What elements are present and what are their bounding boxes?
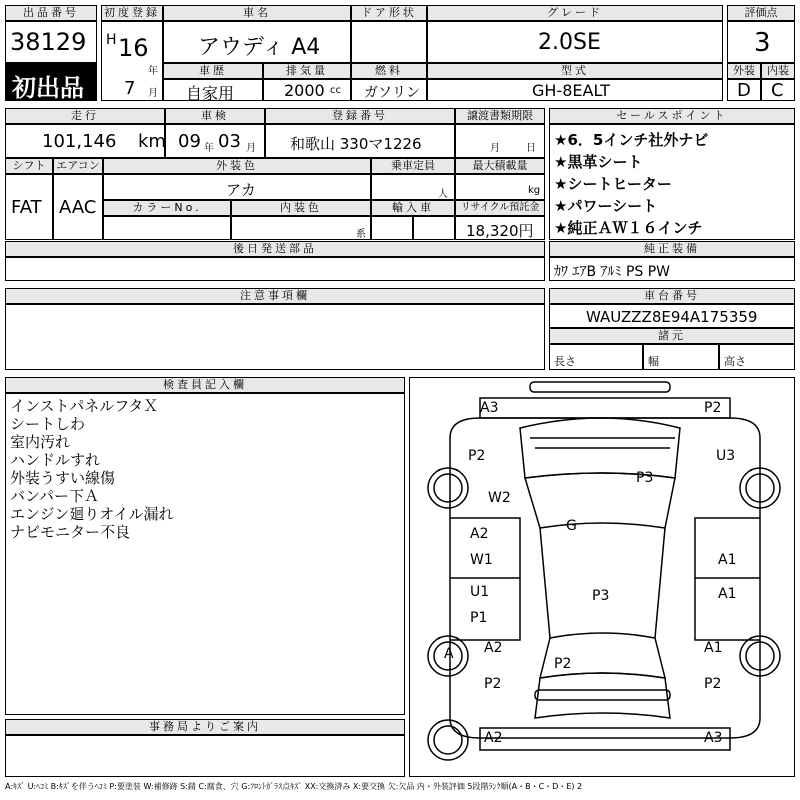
import-label: 輸入車: [371, 200, 455, 216]
inspection-year-unit: 年: [204, 143, 214, 154]
damage-diagram: [409, 377, 795, 777]
load-label: 最大積載量: [455, 158, 545, 174]
diag-label-18: P2: [554, 656, 572, 672]
transfer-label: 譲渡書類期限: [455, 108, 545, 124]
sales-points-box: [549, 124, 795, 240]
displacement-label: 排気量: [263, 63, 351, 79]
inspection-cell: [165, 124, 265, 158]
sales-points-label: セールスポイント: [549, 108, 795, 124]
color-no-label: カラーNo.: [103, 200, 231, 216]
era: H: [106, 32, 117, 48]
dims-label: 諸元: [549, 328, 795, 344]
inspector-label: 検査員記入欄: [5, 377, 405, 393]
office-label: 事務局よりご案内: [5, 719, 405, 735]
sales-point-2: ★黒革シート: [554, 153, 643, 171]
color-cell: [103, 174, 371, 200]
inspector-line-1: インストパネルフタＸ: [10, 397, 159, 415]
office-box: [5, 735, 405, 777]
ac-label: エアコン: [53, 158, 103, 174]
chassis-number: WAUZZZ8E94A175359: [586, 308, 758, 326]
exterior-grade-cell: [727, 79, 761, 101]
inspector-box: [5, 393, 405, 715]
interior-color-cell: [231, 216, 371, 240]
interior-grade-cell: [761, 79, 795, 101]
inspector-line-5: 外装うすい線傷: [10, 469, 116, 487]
diag-label-5: P3: [636, 470, 654, 486]
inspector-line-8: ナビモニター不良: [10, 523, 131, 541]
notes-box: [5, 304, 545, 370]
interior-label: 内装: [761, 63, 795, 79]
diag-label-3: P2: [468, 448, 486, 464]
later-parts-cell: [5, 257, 545, 281]
year-unit: 年: [148, 66, 158, 77]
reg-year: 16: [118, 34, 149, 62]
fuel-cell: [351, 79, 427, 101]
diag-label-16: A2: [484, 640, 503, 656]
ac: AAC: [59, 197, 97, 218]
color-label: 外装色: [103, 158, 371, 174]
notes-label: 注意事項欄: [5, 288, 545, 304]
car-name-cell: [163, 21, 351, 63]
diag-label-9: W1: [470, 552, 493, 568]
inspection-year: 09: [178, 131, 201, 152]
shift-cell: [5, 174, 53, 240]
diag-label-13: A1: [718, 586, 737, 602]
capacity-cell: [371, 174, 455, 200]
first-listing-badge: [5, 63, 97, 101]
mileage-cell: [5, 124, 165, 158]
model-cell: [427, 79, 723, 101]
first-listing-text: 初出品: [12, 74, 84, 102]
load-unit: kg: [528, 185, 541, 196]
lot-label: 出品番号: [5, 5, 97, 21]
car-name-label: 車名: [163, 5, 351, 21]
diag-label-19: P2: [484, 676, 502, 692]
inspector-line-4: ハンドルすれ: [10, 451, 101, 469]
displacement: 2000: [284, 81, 325, 100]
equipment-label: 純正装備: [549, 241, 795, 257]
legend: A:ｷｽﾞ U:ﾍｺﾐ B:ｷｽﾞを伴うﾍｺﾐ P:要塗装 W:補修跡 S:錆 C:腐食、穴 G:ﾌﾛﾝﾄｶﾞﾗｽ点ｷｽﾞ XX:交換済み X:要交換 欠:欠品 内・外装評価 5段階ﾗﾝｸ順(A・B・C・D・E) 2: [5, 782, 583, 791]
shift: FAT: [11, 197, 42, 218]
diag-label-8: A2: [470, 526, 489, 542]
history-label: 車歴: [163, 63, 263, 79]
load-cell: [455, 174, 545, 200]
sales-point-1: ★6．5インチ社外ナビ: [554, 131, 709, 149]
inspector-line-3: 室内汚れ: [10, 433, 71, 451]
fuel: ガソリン: [364, 85, 420, 101]
history-cell: [163, 79, 263, 101]
model: GH-8EALT: [532, 81, 610, 100]
lot-number-cell: [5, 21, 97, 63]
sales-point-3: ★シートヒーター: [554, 175, 672, 193]
exterior-grade: D: [737, 80, 751, 101]
exterior-label: 外装: [727, 63, 761, 79]
equipment: ｶﾜ ｴｱB ｱﾙﾐ PS PW: [554, 264, 671, 280]
inspector-line-7: エンジン廻りオイル漏れ: [10, 505, 174, 523]
capacity-label: 乗車定員: [371, 158, 455, 174]
reg-number: 和歌山 330マ1226: [290, 135, 422, 153]
transfer-day-unit: 日: [526, 143, 536, 154]
mileage-unit: km: [138, 131, 166, 152]
recycle: 18,320円: [466, 222, 534, 240]
reg-label: 登録番号: [265, 108, 455, 124]
model-label: 型式: [427, 63, 723, 79]
displacement-unit: cc: [330, 85, 341, 96]
fuel-label: 燃料: [351, 63, 427, 79]
width-label: 幅: [648, 355, 659, 368]
diag-label-20: P2: [704, 676, 722, 692]
diag-label-14: P1: [470, 610, 488, 626]
transfer-cell: [455, 124, 545, 158]
score-label: 評価点: [727, 5, 795, 21]
length-label: 長さ: [554, 355, 576, 368]
chassis-label: 車台番号: [549, 288, 795, 304]
diag-label-4: U3: [716, 448, 736, 464]
mileage-label: 走行: [5, 108, 165, 124]
grade-label: グレード: [427, 5, 723, 21]
grade-cell: [427, 21, 723, 63]
interior-grade: C: [771, 80, 784, 101]
lot-number: 38129: [10, 28, 87, 56]
score-cell: [727, 21, 795, 63]
diag-label-11: U1: [470, 584, 490, 600]
diag-label-17: A1: [704, 640, 723, 656]
diag-label-7: G: [566, 518, 577, 534]
reg-cell: [265, 124, 455, 158]
inspector-line-2: シートしわ: [10, 415, 86, 433]
sales-point-4: ★パワーシート: [554, 197, 658, 215]
first-reg-cell: [101, 21, 163, 101]
interior-color-label: 内装色: [231, 200, 371, 216]
diag-label-12: P3: [592, 588, 610, 604]
inspection-label: 車検: [165, 108, 265, 124]
door-cell: [351, 21, 427, 63]
first-reg-label: 初度登録: [101, 5, 163, 21]
diag-label-15: A: [444, 646, 454, 662]
displacement-cell: [263, 79, 351, 101]
capacity-unit: 人: [438, 189, 448, 200]
diag-label-1: A3: [480, 400, 499, 416]
inspection-month-unit: 月: [246, 143, 256, 154]
equipment-cell: [549, 257, 795, 281]
shift-label: シフト: [5, 158, 53, 174]
sales-point-5: ★純正ＡＷ１６インチ: [554, 219, 703, 237]
inspector-line-6: バンパー下Ａ: [10, 487, 99, 505]
diag-label-22: A3: [704, 730, 723, 746]
later-parts-label: 後日発送部品: [5, 241, 545, 257]
door-label: ドア形状: [351, 5, 427, 21]
diag-label-6: W2: [488, 490, 511, 506]
width-cell: [643, 344, 719, 370]
transfer-month-unit: 月: [490, 143, 500, 154]
car-diagram-svg: [410, 378, 794, 776]
diag-label-10: A1: [718, 552, 737, 568]
ac-cell: [53, 174, 103, 240]
diag-label-21: A2: [484, 730, 503, 746]
chassis-cell: [549, 304, 795, 328]
recycle-label: リサイクル預託金: [455, 200, 545, 216]
import-cell-b: [413, 216, 455, 240]
score: 3: [754, 28, 771, 58]
interior-color-unit: 系: [356, 229, 366, 240]
mileage: 101,146: [42, 131, 117, 152]
color-no-cell: [103, 216, 231, 240]
diag-label-2: P2: [704, 400, 722, 416]
color: アカ: [226, 181, 256, 199]
recycle-cell: [455, 216, 545, 240]
grade: 2.0SE: [538, 30, 601, 55]
inspection-month: 03: [218, 131, 241, 152]
month-unit: 月: [148, 88, 158, 99]
height-label: 高さ: [724, 355, 746, 368]
reg-month: 7: [124, 78, 136, 99]
length-cell: [549, 344, 643, 370]
height-cell: [719, 344, 795, 370]
history: 自家用: [186, 84, 235, 103]
import-cell-a: [371, 216, 413, 240]
car-name: アウディ A4: [198, 35, 321, 60]
